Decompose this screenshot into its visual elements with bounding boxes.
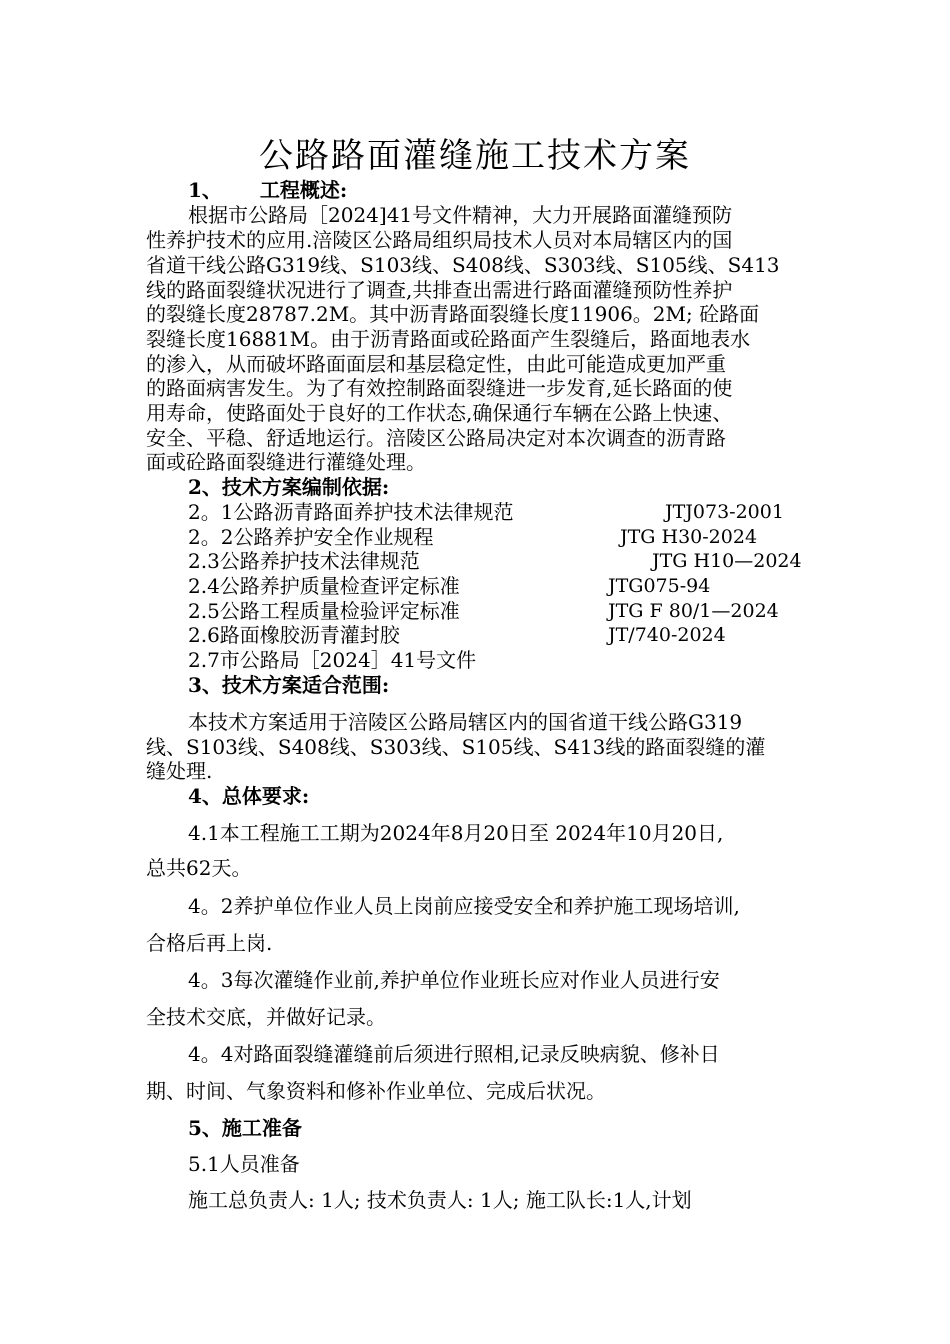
section-1-title: 工程概述: bbox=[259, 178, 348, 202]
s3-line: 线、S103线、S408线、S303线、S105线、S413线的路面裂缝的灌 bbox=[146, 735, 766, 759]
s4-p2-line: 4。2养护单位作业人员上岗前应接受安全和养护施工现场培训, bbox=[188, 894, 740, 918]
s1-line: 裂缝长度16881M。由于沥青路面或砼路面产生裂缝后，路面地表水 bbox=[146, 327, 751, 351]
s1-line: 根据市公路局［2024]41号文件精神，大力开展路面灌缝预防 bbox=[188, 203, 733, 227]
reference-code: JT/740-2024 bbox=[608, 624, 726, 646]
s1-line: 用寿命，使路面处于良好的工作状态,确保通行车辆在公路上快速、 bbox=[146, 401, 733, 425]
reference-label: 2。2公路养护安全作业规程 bbox=[188, 525, 434, 549]
s1-line: 的路面病害发生。为了有效控制路面裂缝进一步发育,延长路面的使 bbox=[146, 376, 733, 400]
reference-code: JTJ073-2001 bbox=[665, 501, 784, 523]
section-3-heading: 3、技术方案适合范围: bbox=[188, 673, 390, 697]
s5-subheading: 5.1人员准备 bbox=[188, 1152, 300, 1176]
s4-p4-line: 4。4对路面裂缝灌缝前后须进行照相,记录反映病貌、修补日 bbox=[188, 1042, 720, 1066]
s4-p3-line: 全技术交底，并做好记录。 bbox=[146, 1005, 386, 1029]
reference-code: JTG H30-2024 bbox=[620, 526, 758, 548]
reference-label: 2.7市公路局［2024］41号文件 bbox=[188, 648, 477, 672]
s1-line: 性养护技术的应用.涪陵区公路局组织局技术人员对本局辖区内的国 bbox=[146, 228, 733, 252]
section-4-heading: 4、总体要求: bbox=[188, 784, 310, 808]
section-2-heading: 2、技术方案编制依据: bbox=[188, 475, 390, 499]
s4-p1-line: 总共62天。 bbox=[146, 856, 252, 880]
reference-label: 2.3公路养护技术法律规范 bbox=[188, 549, 420, 573]
s1-line: 的渗入，从而破坏路面面层和基层稳定性，由此可能造成更加严重 bbox=[146, 352, 726, 376]
s1-line: 安全、平稳、舒适地运行。涪陵区公路局决定对本次调查的沥青路 bbox=[146, 426, 726, 450]
reference-label: 2。1公路沥青路面养护技术法律规范 bbox=[188, 500, 514, 524]
s4-p3-line: 4。3每次灌缝作业前,养护单位作业班长应对作业人员进行安 bbox=[188, 968, 720, 992]
s1-line: 面或砼路面裂缝进行灌缝处理。 bbox=[146, 450, 426, 474]
s1-line: 的裂缝长度28787.2M。其中沥青路面裂缝长度11906。2M; 砼路面 bbox=[146, 302, 760, 326]
s3-line: 缝处理. bbox=[146, 759, 213, 783]
reference-code: JTG F 80/1—2024 bbox=[608, 600, 779, 622]
reference-label: 2.5公路工程质量检验评定标准 bbox=[188, 599, 460, 623]
s1-line: 省道干线公路G319线、S103线、S408线、S303线、S105线、S413 bbox=[146, 253, 780, 277]
s1-line: 线的路面裂缝状况进行了调查,共排查出需进行路面灌缝预防性养护 bbox=[146, 278, 733, 302]
s5-line: 施工总负责人: 1人; 技术负责人: 1人; 施工队长:1人,计划 bbox=[188, 1188, 692, 1212]
section-1-heading bbox=[188, 178, 347, 202]
reference-code: JTG075-94 bbox=[608, 575, 711, 597]
reference-code: JTG H10—2024 bbox=[652, 550, 802, 572]
s4-p4-line: 期、时间、气象资料和修补作业单位、完成后状况。 bbox=[146, 1079, 606, 1103]
s4-p1-line: 4.1本工程施工工期为2024年8月20日至 2024年10月20日, bbox=[188, 821, 724, 845]
section-5-heading: 5、施工准备 bbox=[188, 1116, 302, 1140]
reference-label: 2.6路面橡胶沥青灌封胶 bbox=[188, 623, 400, 647]
section-1-number: 1、 bbox=[188, 178, 222, 202]
document-title: 公路路面灌缝施工技术方案 bbox=[259, 136, 691, 176]
s4-p2-line: 合格后再上岗. bbox=[146, 931, 273, 955]
reference-label: 2.4公路养护质量检查评定标准 bbox=[188, 574, 460, 598]
s3-line: 本技术方案适用于涪陵区公路局辖区内的国省道干线公路G319 bbox=[188, 710, 743, 734]
